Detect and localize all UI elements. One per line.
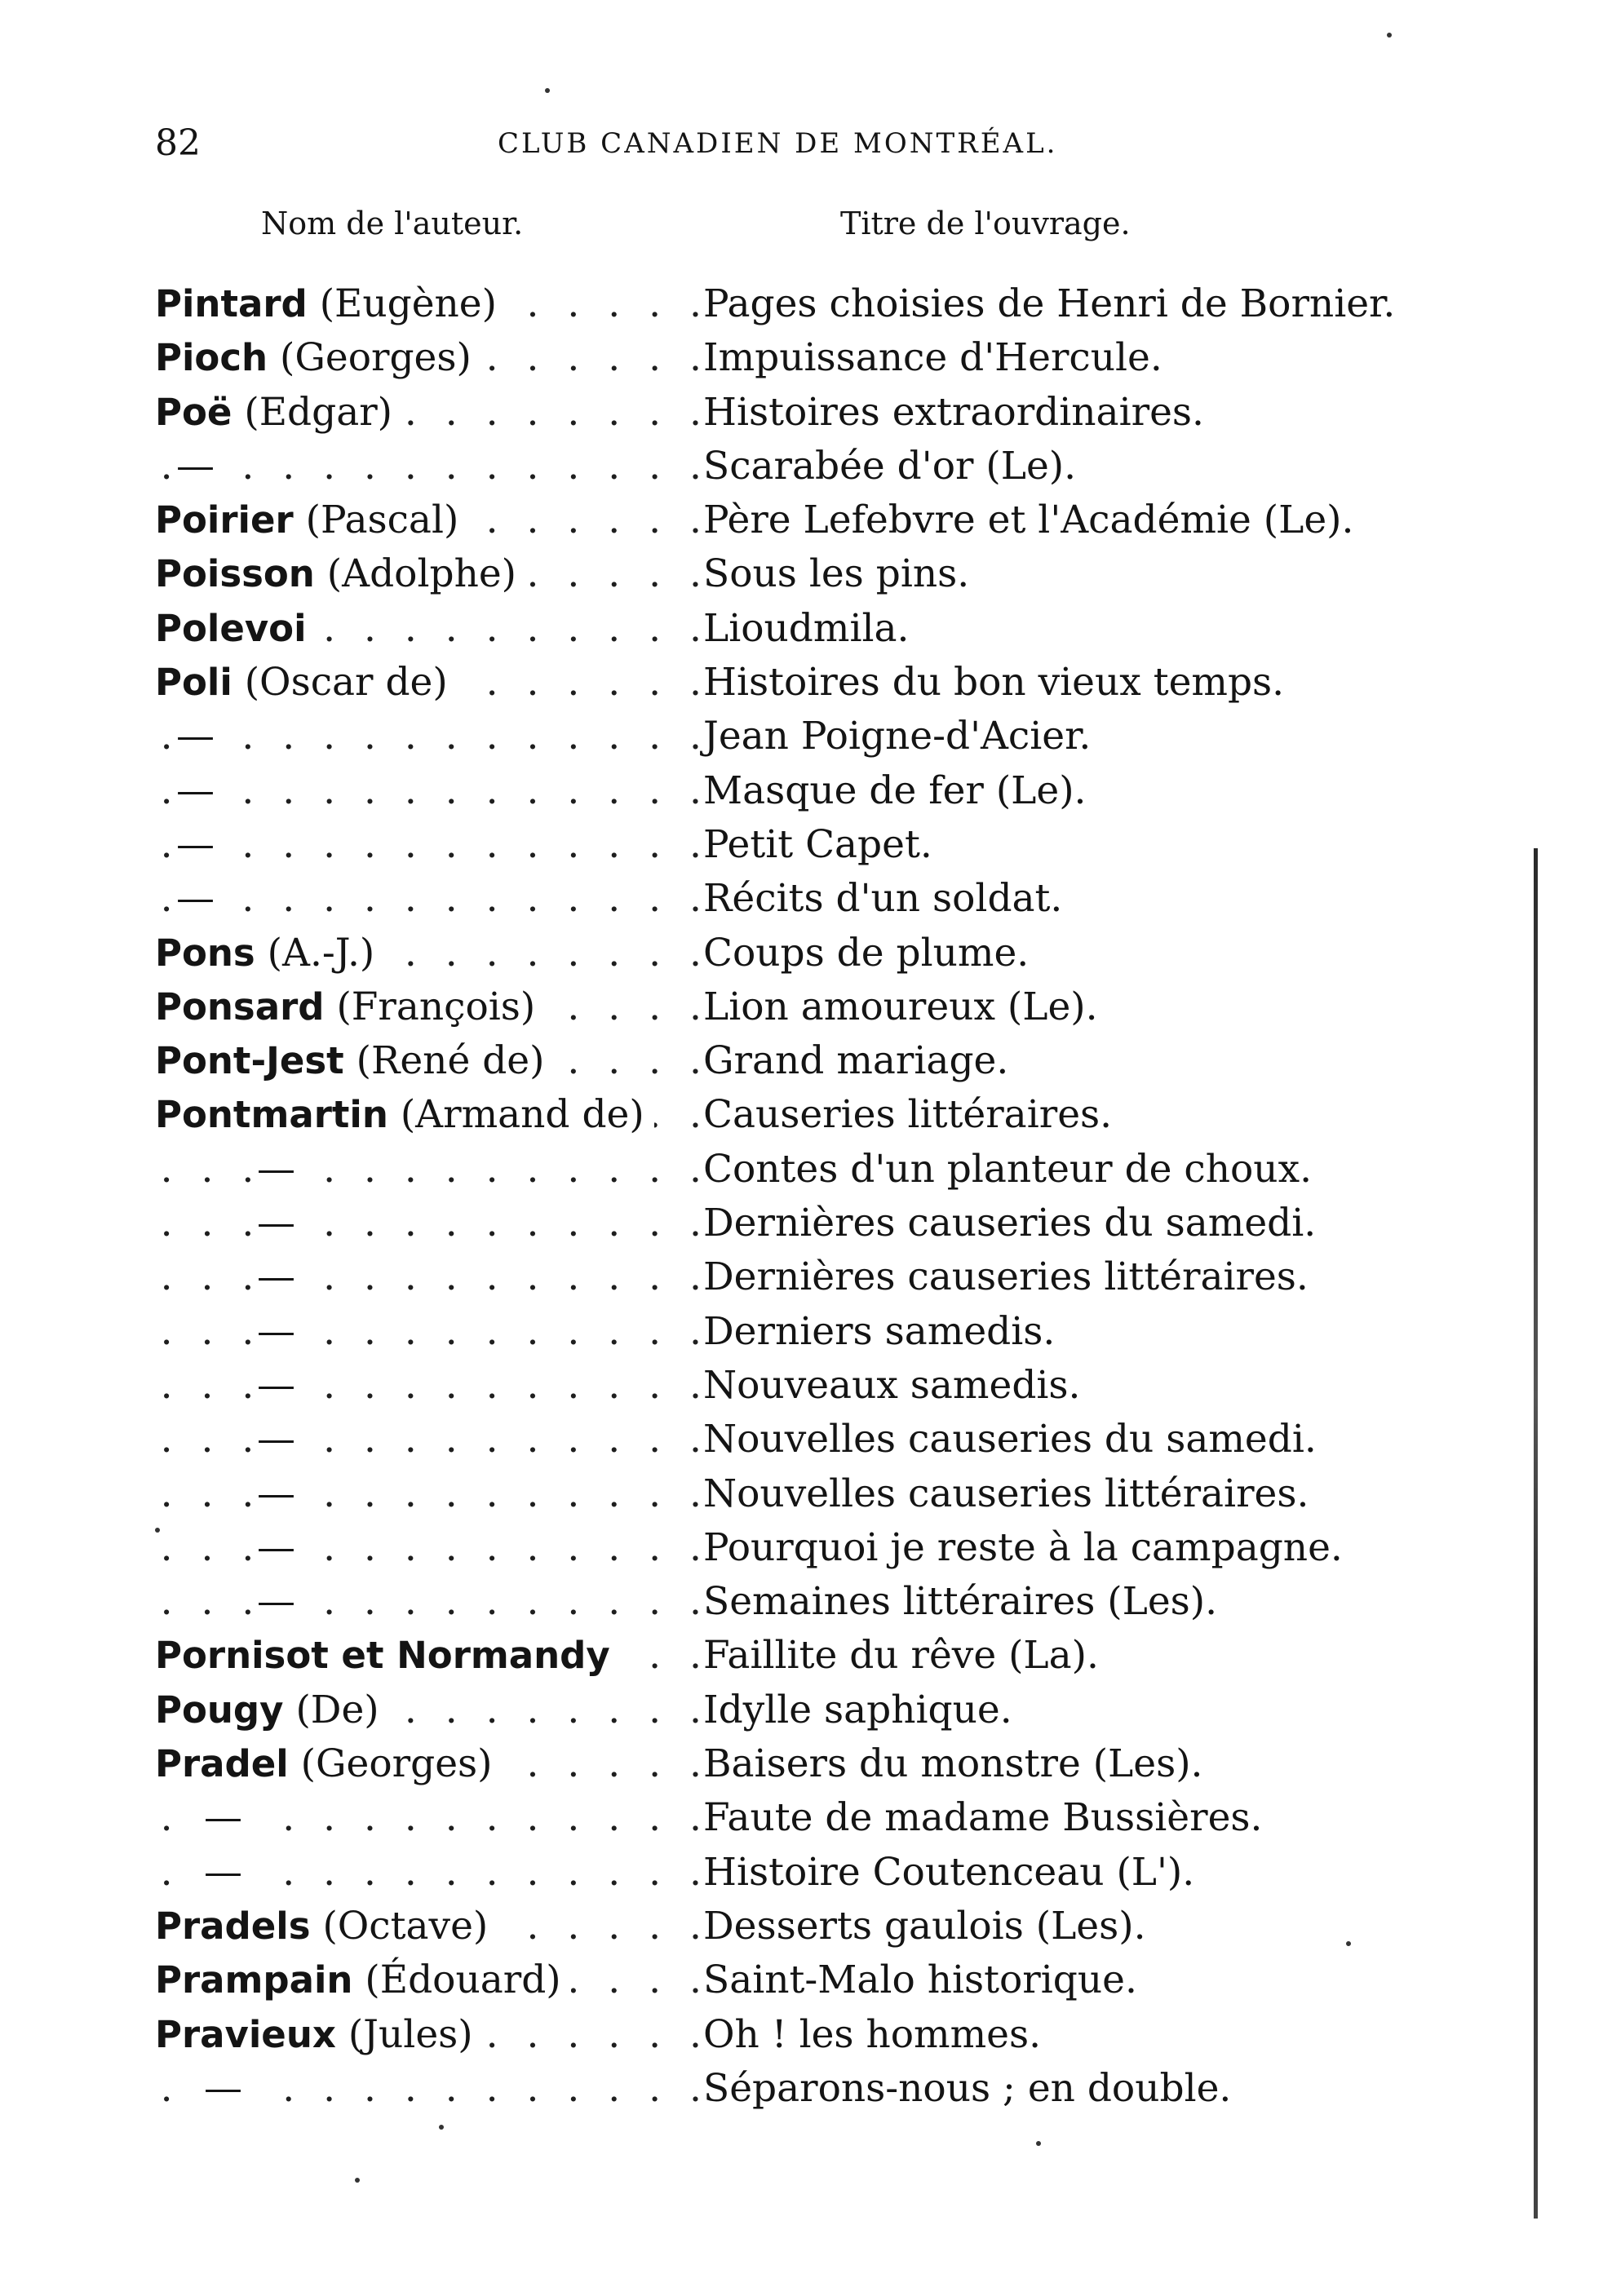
catalog-entry	[155, 1629, 1428, 1683]
author-given-name: (Édouard)	[365, 1958, 561, 2003]
catalog-entry	[155, 980, 1428, 1034]
catalog-entry	[155, 1521, 1428, 1575]
author-given-name: (Georges)	[300, 1741, 493, 1787]
catalog-entry	[155, 1305, 1428, 1359]
author-cell	[155, 1846, 710, 1900]
catalog-entry	[155, 277, 1428, 331]
work-title: Causeries littéraires.	[703, 1092, 1113, 1138]
author-cell	[155, 602, 710, 656]
ditto-mark: —	[204, 1849, 242, 1895]
running-head	[155, 122, 1403, 171]
work-title: Histoire Coutenceau (L').	[703, 1849, 1195, 1895]
ditto-mark: —	[257, 1254, 295, 1300]
speck	[1346, 1941, 1351, 1946]
work-title: Nouveaux samedis.	[703, 1362, 1081, 1408]
work-title: Contes d'un planteur de choux.	[703, 1146, 1313, 1192]
author-cell	[155, 1250, 710, 1304]
catalog-entry	[155, 331, 1428, 385]
author-column-header: Nom de l'auteur.	[261, 206, 524, 241]
work-title: Masque de fer (Le).	[703, 768, 1087, 813]
author-cell	[155, 1467, 710, 1521]
dot-leaders	[155, 1197, 710, 1250]
ditto-mark: —	[176, 768, 215, 813]
speck	[1387, 33, 1392, 38]
author-cell	[155, 1305, 710, 1359]
author-cell	[155, 980, 710, 1034]
author-cell	[155, 1791, 710, 1845]
catalog-entry	[155, 1900, 1428, 1953]
work-title: Faillite du rêve (La).	[703, 1633, 1099, 1679]
catalog-entry	[155, 1034, 1428, 1088]
catalog-entries	[155, 277, 1428, 2116]
catalog-entry	[155, 1953, 1428, 2007]
work-title: Impuissance d'Hercule.	[703, 335, 1162, 381]
author-given-name: (Georges)	[280, 335, 472, 381]
catalog-entry	[155, 710, 1428, 763]
work-title: Nouvelles causeries du samedi.	[703, 1417, 1317, 1462]
speck	[355, 2178, 360, 2183]
work-title: Coups de plume.	[703, 930, 1030, 975]
work-title: Nouvelles causeries littéraires.	[703, 1471, 1309, 1516]
author-given-name: (A.-J.)	[267, 930, 375, 975]
author-cell	[155, 1034, 710, 1088]
author-given-name: (René de)	[356, 1038, 545, 1084]
author-given-name: (Jules)	[348, 2011, 473, 2057]
ditto-mark: —	[176, 876, 215, 922]
work-title: Séparons-nous ; en double.	[703, 2065, 1232, 2111]
work-title: Sous les pins.	[703, 551, 970, 597]
dot-leaders	[155, 710, 710, 763]
speck	[1036, 2141, 1041, 2146]
catalog-entry	[155, 1791, 1428, 1845]
catalog-entry	[155, 2008, 1428, 2062]
page-binding-edge	[1534, 848, 1538, 2219]
catalog-entry	[155, 1413, 1428, 1467]
ditto-mark: —	[176, 714, 215, 759]
author-surname: Poë	[155, 390, 232, 434]
work-title: Scarabée d'or (Le).	[703, 443, 1077, 489]
author-surname: Ponsard	[155, 984, 325, 1029]
ditto-mark: —	[257, 1308, 295, 1354]
author-cell	[155, 1629, 710, 1683]
author-cell	[155, 764, 710, 818]
ditto-mark: —	[257, 1362, 295, 1408]
work-title: Père Lefebvre et l'Académie (Le).	[703, 498, 1354, 543]
speck	[439, 2125, 444, 2130]
dot-leaders	[155, 1575, 710, 1629]
author-cell	[155, 277, 710, 331]
catalog-entry	[155, 493, 1428, 547]
work-title: Oh ! les hommes.	[703, 2011, 1042, 2057]
catalog-entry	[155, 1359, 1428, 1413]
speck	[545, 88, 550, 93]
author-given-name: (Octave)	[322, 1903, 489, 1949]
dot-leaders	[155, 1250, 710, 1304]
author-cell	[155, 818, 710, 872]
author-surname: Pintard	[155, 282, 308, 325]
work-title: Dernières causeries du samedi.	[703, 1201, 1317, 1246]
author-surname: Poli	[155, 661, 232, 705]
author-cell	[155, 2008, 710, 2062]
author-surname: Pont-Jest	[155, 1039, 344, 1083]
author-cell	[155, 1953, 710, 2007]
ditto-mark: —	[257, 1524, 295, 1570]
work-title: Histoires du bon vieux temps.	[703, 660, 1285, 706]
catalog-entry	[155, 547, 1428, 601]
author-surname: Pravieux	[155, 2012, 336, 2056]
author-cell	[155, 1683, 710, 1737]
author-given-name: (Armand de)	[400, 1092, 644, 1138]
running-title: CLUB CANADIEN DE MONTRÉAL.	[498, 127, 1058, 160]
catalog-entry	[155, 1683, 1428, 1737]
author-surname: Pioch	[155, 336, 268, 380]
work-title: Desserts gaulois (Les).	[703, 1903, 1146, 1949]
author-cell	[155, 1575, 710, 1629]
catalog-entry	[155, 2062, 1428, 2116]
page-number: 82	[155, 122, 201, 164]
author-cell	[155, 1197, 710, 1250]
author-cell	[155, 331, 710, 385]
ditto-mark: —	[257, 1417, 295, 1462]
ditto-mark: —	[257, 1146, 295, 1192]
author-cell	[155, 2062, 710, 2116]
author-given-name: (Oscar de)	[244, 660, 448, 706]
ditto-mark: —	[204, 1795, 242, 1841]
author-surname: Pradels	[155, 1904, 311, 1948]
author-cell	[155, 1143, 710, 1197]
work-title: Dernières causeries littéraires.	[703, 1254, 1309, 1300]
author-cell	[155, 710, 710, 763]
work-title: Récits d'un soldat.	[703, 876, 1063, 922]
author-surname: Polevoi	[155, 606, 307, 650]
author-given-name: (De)	[295, 1687, 379, 1732]
author-cell	[155, 547, 710, 601]
dot-leaders	[155, 818, 710, 872]
author-given-name: (Pascal)	[305, 498, 459, 543]
work-title: Histoires extraordinaires.	[703, 389, 1204, 435]
author-cell	[155, 440, 710, 493]
author-surname: Poisson	[155, 552, 315, 596]
author-cell	[155, 1737, 710, 1791]
catalog-entry	[155, 764, 1428, 818]
dot-leaders	[155, 1359, 710, 1413]
work-title: Petit Capet.	[703, 821, 932, 867]
author-given-name: (François)	[336, 984, 536, 1029]
speck	[155, 1528, 160, 1533]
work-title: Lioudmila.	[703, 605, 910, 651]
catalog-entry	[155, 872, 1428, 926]
catalog-entry	[155, 927, 1428, 980]
author-cell	[155, 1521, 710, 1575]
catalog-entry	[155, 1088, 1428, 1142]
author-cell	[155, 927, 710, 980]
author-surname: Poirier	[155, 498, 294, 542]
author-given-name: (Adolphe)	[326, 551, 516, 597]
ditto-mark: —	[176, 821, 215, 867]
work-title: Semaines littéraires (Les).	[703, 1579, 1218, 1625]
author-surname: Pons	[155, 931, 255, 975]
author-surname: Prampain	[155, 1958, 353, 2002]
dot-leaders	[155, 1305, 710, 1359]
work-title: Saint-Malo historique.	[703, 1958, 1137, 2003]
ditto-mark: —	[257, 1471, 295, 1516]
author-surname: Pougy	[155, 1688, 284, 1732]
author-cell	[155, 493, 710, 547]
catalog-entry	[155, 818, 1428, 872]
work-title: Faute de madame Bussières.	[703, 1795, 1263, 1841]
catalog-entry	[155, 1250, 1428, 1304]
catalog-entry	[155, 602, 1428, 656]
catalog-entry	[155, 1737, 1428, 1791]
ditto-mark: —	[176, 443, 215, 489]
catalog-entry	[155, 386, 1428, 440]
catalog-entry	[155, 1846, 1428, 1900]
dot-leaders	[155, 764, 710, 818]
catalog-entry	[155, 1197, 1428, 1250]
work-title: Jean Poigne-d'Acier.	[703, 714, 1092, 759]
catalog-entry	[155, 1575, 1428, 1629]
author-cell	[155, 656, 710, 710]
author-surname: Pornisot et Normandy	[155, 1634, 610, 1678]
author-cell	[155, 1413, 710, 1467]
catalog-entry	[155, 440, 1428, 493]
ditto-mark: —	[257, 1201, 295, 1246]
work-title: Idylle saphique.	[703, 1687, 1012, 1732]
author-surname: Pradel	[155, 1742, 289, 1786]
work-title: Baisers du monstre (Les).	[703, 1741, 1203, 1787]
work-title: Grand mariage.	[703, 1038, 1009, 1084]
author-cell	[155, 1900, 710, 1953]
work-title: Pages choisies de Henri de Bornier.	[703, 281, 1396, 326]
author-given-name: (Eugène)	[319, 281, 497, 326]
author-cell	[155, 872, 710, 926]
author-cell	[155, 1359, 710, 1413]
work-title: Pourquoi je reste à la campagne.	[703, 1524, 1343, 1570]
dot-leaders	[155, 440, 710, 493]
ditto-mark: —	[257, 1579, 295, 1625]
author-surname: Pontmartin	[155, 1093, 388, 1137]
dot-leaders	[155, 1467, 710, 1521]
dot-leaders	[155, 1143, 710, 1197]
author-given-name: (Edgar)	[244, 389, 393, 435]
dot-leaders	[155, 1413, 710, 1467]
catalog-entry	[155, 656, 1428, 710]
work-title: Lion amoureux (Le).	[703, 984, 1098, 1029]
ditto-mark: —	[204, 2065, 242, 2111]
author-cell	[155, 386, 710, 440]
catalog-entry	[155, 1467, 1428, 1521]
catalog-entry	[155, 1143, 1428, 1197]
author-cell	[155, 1088, 710, 1142]
work-column-header: Titre de l'ouvrage.	[840, 206, 1131, 241]
work-title: Derniers samedis.	[703, 1308, 1056, 1354]
dot-leaders	[155, 1521, 710, 1575]
dot-leaders	[155, 872, 710, 926]
